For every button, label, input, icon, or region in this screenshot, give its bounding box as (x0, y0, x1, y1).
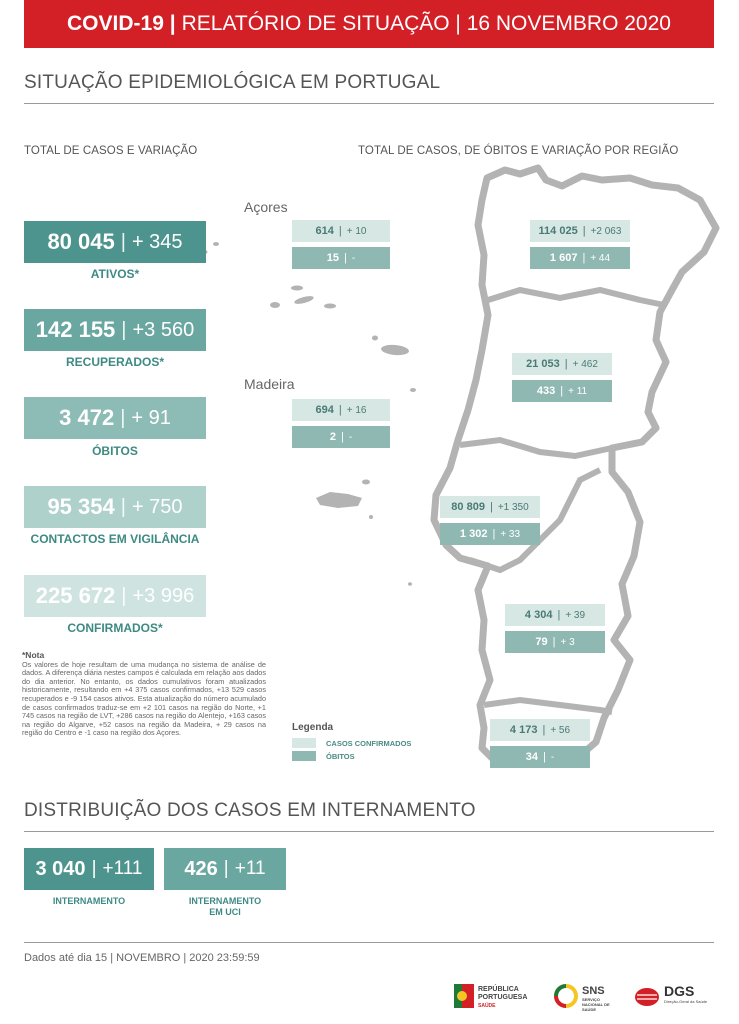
kpi-confirmed-variation: +3 996 (132, 584, 195, 607)
kpi-recovered-value: 142 155 (35, 317, 116, 342)
dgs-subtitle: Direção-Geral da Saúde (664, 999, 708, 1004)
dgs-title: DGS (664, 983, 695, 999)
hosp-box-icu (164, 848, 286, 890)
sns-logo-text (582, 985, 620, 1012)
map-legend (292, 722, 411, 764)
divider-alentejo-algarve (484, 700, 612, 712)
region-madeira-deaths-variation: - (348, 431, 353, 443)
region-alentejo-cases: 4 304 | + 39 (505, 604, 605, 626)
dgs-logo-text (664, 984, 707, 1004)
region-madeira-cases: 694 | + 16 (292, 399, 390, 421)
kpi-confirmed-separator: | (121, 584, 127, 607)
region-lvt-deaths-variation: + 33 (500, 528, 521, 540)
republica-line2: PORTUGUESA (478, 994, 528, 1001)
region-centro-deaths-value: 433 (536, 385, 556, 397)
divider-centro-lvt (460, 440, 612, 456)
region-lvt-cases: 80 809 | +1 350 (440, 496, 540, 518)
hosp-icu-variation: +11 (234, 858, 266, 879)
region-alentejo-cases-variation: + 39 (565, 609, 586, 621)
hosp-icu-label-line1: INTERNAMENTO (188, 896, 262, 906)
hosp-admitted-label-line1: INTERNAMENTO (52, 896, 126, 906)
region-norte-cases: 114 025 | +2 063 (530, 220, 630, 242)
kpi-active-variation: + 345 (131, 230, 183, 253)
region-algarve-deaths-value: 34 (525, 751, 539, 763)
kpi-contacts-separator: | (120, 495, 126, 518)
republica-portuguesa-logo-text (478, 986, 527, 1010)
kpi-box-recovered (24, 309, 206, 351)
kpi-box-confirmed (24, 575, 206, 617)
legend-label-cases: CASOS CONFIRMADOS (326, 738, 412, 748)
legend-swatch-cases (292, 738, 316, 748)
region-centro-deaths-variation: + 11 (568, 385, 588, 397)
section-title-epidemiological: SITUAÇÃO EPIDEMIOLÓGICA EM PORTUGAL (24, 72, 714, 104)
hosp-icu-label-line2: EM UCI (209, 907, 241, 917)
banner-subtitle: RELATÓRIO DE SITUAÇÃO | 16 NOVEMBRO 2020 (181, 12, 671, 35)
region-centro-cases-value: 21 053 (526, 358, 560, 370)
kpi-active-label: ATIVOS* (90, 267, 140, 281)
region-lvt-deaths: 1 302 | + 33 (440, 523, 540, 545)
region-madeira-deaths: 2 | - (292, 426, 390, 448)
region-acores-deaths-variation: - (351, 252, 356, 264)
divider-norte-centro (488, 290, 664, 305)
kpi-deaths-label: ÓBITOS (92, 444, 138, 458)
kpi-contacts-label: CONTACTOS EM VIGILÂNCIA (30, 532, 200, 546)
subtitle-regions: TOTAL DE CASOS, DE ÓBITOS E VARIAÇÃO POR REGIÃO (358, 145, 679, 157)
region-norte-cases-value: 114 025 (538, 225, 578, 237)
region-madeira-deaths-value: 2 (329, 431, 336, 443)
region-algarve-cases-variation: + 56 (550, 724, 571, 736)
sns-logo-icon (554, 984, 578, 1008)
kpi-deaths-variation: + 91 (131, 406, 171, 429)
region-acores-deaths-value: 15 (326, 252, 340, 264)
kpi-confirmed-label: CONFIRMADOS* (67, 621, 163, 635)
region-algarve-deaths: 34 | - (490, 746, 590, 768)
region-acores-cases: 614 | + 10 (292, 220, 390, 242)
hosp-icu-separator: | (223, 858, 229, 879)
region-label-madeira: Madeira (244, 376, 295, 392)
region-alentejo-deaths-variation: + 3 (560, 636, 575, 648)
kpi-box-active (24, 221, 206, 263)
legend-row-deaths (292, 751, 411, 761)
hosp-icu-label (164, 896, 286, 918)
legend-row-cases (292, 738, 411, 748)
kpi-recovered-label: RECUPERADOS* (65, 355, 164, 369)
footer-data-timestamp: Dados até dia 15 | NOVEMBRO | 2020 23:59:59 (24, 952, 260, 964)
region-centro-cases-variation: + 462 (572, 358, 598, 370)
madeira-islands (316, 480, 412, 586)
subtitle-total-cases: TOTAL DE CASOS E VARIAÇÃO (24, 145, 198, 157)
kpi-deaths-value: 3 472 (59, 405, 115, 430)
kpi-box-contacts (24, 486, 206, 528)
footer-divider (24, 942, 714, 943)
region-norte-deaths-variation: + 44 (590, 252, 611, 264)
legend-label-deaths: ÓBITOS (326, 751, 355, 761)
republica-line3: SAÚDE (478, 1003, 496, 1009)
kpi-contacts-value: 95 354 (47, 494, 115, 519)
region-lvt-cases-value: 80 809 (451, 501, 485, 513)
hosp-admitted-variation: +111 (102, 858, 143, 879)
republica-portuguesa-logo-icon (454, 984, 474, 1008)
kpi-contacts-variation: + 750 (131, 495, 183, 518)
kpi-recovered-variation: +3 560 (132, 318, 195, 341)
region-alentejo-deaths-value: 79 (535, 636, 548, 648)
region-norte-cases-variation: +2 063 (590, 225, 622, 237)
sns-title: SNS (582, 985, 605, 997)
sns-subtitle: SERVIÇO NACIONAL DE SAÚDE (582, 997, 610, 1012)
region-algarve-cases-value: 4 173 (509, 724, 538, 736)
region-norte-deaths: 1 607 | + 44 (530, 247, 630, 269)
kpi-recovered-separator: | (121, 318, 127, 341)
hosp-admitted-value: 3 040 (35, 857, 86, 880)
note-block (22, 651, 266, 738)
region-centro-deaths: 433 | + 11 (512, 380, 612, 402)
hosp-box-admitted (24, 848, 154, 890)
region-alentejo-deaths: 79 | + 3 (505, 631, 605, 653)
region-acores-cases-variation: + 10 (346, 225, 367, 237)
region-centro-cases: 21 053 | + 462 (512, 353, 612, 375)
region-norte-deaths-value: 1 607 (549, 252, 578, 264)
region-algarve-deaths-variation: - (550, 751, 555, 763)
divider-lvt-alentejo (470, 470, 600, 570)
dgs-logo-icon (634, 986, 660, 1008)
region-madeira-cases-value: 694 (315, 404, 334, 416)
region-algarve-cases: 4 173 | + 56 (490, 719, 590, 741)
hosp-icu-value: 426 (184, 857, 218, 880)
kpi-confirmed-value: 225 672 (35, 583, 116, 608)
legend-title: Legenda (292, 722, 334, 733)
region-acores-cases-value: 614 (315, 225, 334, 237)
region-madeira-cases-variation: + 16 (346, 404, 367, 416)
hosp-admitted-separator: | (91, 858, 97, 879)
region-acores-deaths: 15 | - (292, 247, 390, 269)
region-lvt-deaths-value: 1 302 (459, 528, 488, 540)
region-label-acores: Açores (244, 199, 288, 215)
region-lvt-cases-variation: +1 350 (497, 501, 529, 513)
note-title: *Nota (22, 650, 45, 660)
legend-swatch-deaths (292, 751, 316, 761)
kpi-box-deaths (24, 397, 206, 439)
kpi-deaths-separator: | (120, 406, 126, 429)
kpi-active-separator: | (120, 230, 126, 253)
note-text: Os valores de hoje resultam de uma mudança no sistema de análise de dados. A diferença diária nestes campos é calculada em relação aos dados do dia anterior. No entanto, os dados cumulativos foram atualizados historicamente, resultando em +4 375 casos confirmados, +13 529 casos recuperados e -9 154 casos ativos. Esta atualização do número acumulado de casos confirmados traduz-se em +2 101 casos na região do Norte, +1 745 casos na região de LVT, +286 casos na região do Alentejo, +163 casos na região do Algarve, +52 casos na região da Madeira, + 29 casos na região do Centro e -1 caso na região dos Açores. (22, 659, 266, 738)
region-alentejo-cases-value: 4 304 (524, 609, 553, 621)
logos-bar (450, 982, 730, 1014)
kpi-active-value: 80 045 (47, 229, 115, 254)
section-title-hospital: DISTRIBUIÇÃO DOS CASOS EM INTERNAMENTO (24, 800, 714, 832)
republica-line1: REPÚBLICA (478, 986, 519, 993)
hosp-admitted-label (24, 896, 154, 907)
banner-title: COVID-19 | (67, 12, 176, 35)
